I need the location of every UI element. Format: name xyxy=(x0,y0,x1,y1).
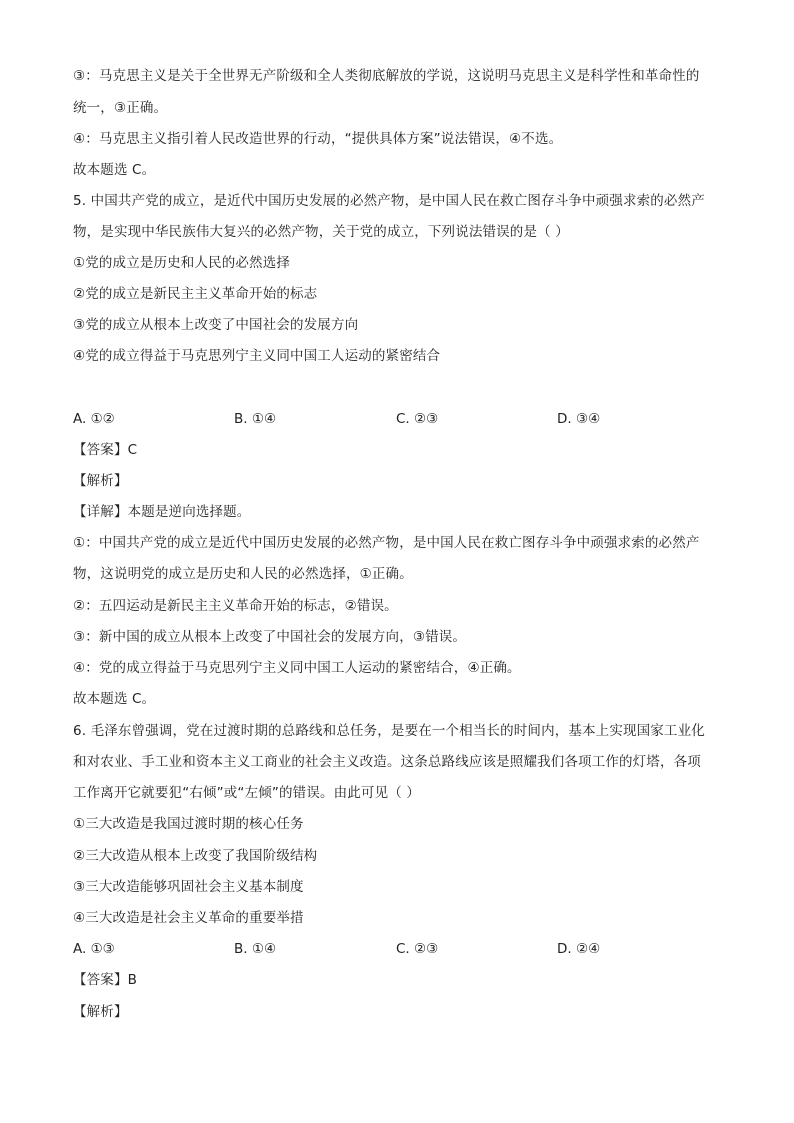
q5-analysis-label: 【解析】 xyxy=(73,473,128,489)
prev-analysis-line3-cont: 统一，③正确。 xyxy=(73,100,168,116)
q5-stem: 5. 中国共产党的成立，是近代中国历史发展的必然产物，是中国人民在救亡图存斗争中顽强求索的必然产 xyxy=(73,193,705,209)
prev-conclusion: 故本题选 C。 xyxy=(73,162,156,178)
q6-analysis-label: 【解析】 xyxy=(73,1004,128,1020)
q6-stem: 6. 毛泽东曾强调，党在过渡时期的总路线和总任务，是要在一个相当长的时间内，基本上实现国家工业化 xyxy=(73,723,705,739)
q6-answer: 【答案】B xyxy=(73,972,138,988)
q5-item-1: ①党的成立是历史和人民的必然选择 xyxy=(73,255,291,271)
q5-conclusion: 故本题选 C。 xyxy=(73,691,156,707)
prev-analysis-line4: ④：马克思主义指引着人民改造世界的行动，“提供具体方案”说法错误，④不选。 xyxy=(73,131,563,147)
q5-option-d: D. ③④ xyxy=(557,411,601,427)
q5-explanation-3: ③：新中国的成立从根本上改变了中国社会的发展方向，③错误。 xyxy=(73,629,467,645)
q6-option-a: A. ①③ xyxy=(73,941,115,957)
q5-item-3: ③党的成立从根本上改变了中国社会的发展方向 xyxy=(73,317,359,333)
q5-explanation-4: ④：党的成立得益于马克思列宁主义同中国工人运动的紧密结合，④正确。 xyxy=(73,660,521,676)
q5-item-4: ④党的成立得益于马克思列宁主义同中国工人运动的紧密结合 xyxy=(73,348,441,364)
q5-item-2: ②党的成立是新民主主义革命开始的标志 xyxy=(73,286,318,302)
q6-item-1: ①三大改造是我国过渡时期的核心任务 xyxy=(73,816,304,832)
q5-stem-cont: 物，是实现中华民族伟大复兴的必然产物，关于党的成立，下列说法错误的是（ ） xyxy=(73,224,569,240)
q6-option-d: D. ②④ xyxy=(557,941,601,957)
q5-explanation-1: ①：中国共产党的成立是近代中国历史发展的必然产物，是中国人民在救亡图存斗争中顽强求索的必然产 xyxy=(73,535,700,551)
q6-stem-cont: 和对农业、手工业和资本主义工商业的社会主义改造。这条总路线应该是照耀我们各项工作的灯塔，各项 xyxy=(73,754,701,770)
prev-analysis-line3: ③：马克思主义是关于全世界无产阶级和全人类彻底解放的学说，这说明马克思主义是科学性和革命性的 xyxy=(73,68,700,84)
q5-detail: 【详解】本题是逆向选择题。 xyxy=(73,504,251,520)
q5-explanation-2: ②：五四运动是新民主主义革命开始的标志，②错误。 xyxy=(73,598,398,614)
q5-option-b: B. ①④ xyxy=(234,411,277,427)
q5-option-c: C. ②③ xyxy=(396,411,439,427)
q5-answer: 【答案】C xyxy=(73,442,138,458)
q5-explanation-1-cont: 物，这说明党的成立是历史和人民的必然选择，①正确。 xyxy=(73,566,413,582)
q6-option-c: C. ②③ xyxy=(396,941,439,957)
q5-option-a: A. ①② xyxy=(73,411,115,427)
q6-item-3: ③三大改造能够巩固社会主义基本制度 xyxy=(73,879,304,895)
q6-item-2: ②三大改造从根本上改变了我国阶级结构 xyxy=(73,848,318,864)
q6-stem-cont-2: 工作离开它就要犯“右倾”或“左倾”的错误。由此可见（ ） xyxy=(73,785,420,801)
q6-option-b: B. ①④ xyxy=(234,941,277,957)
q6-item-4: ④三大改造是社会主义革命的重要举措 xyxy=(73,910,304,926)
